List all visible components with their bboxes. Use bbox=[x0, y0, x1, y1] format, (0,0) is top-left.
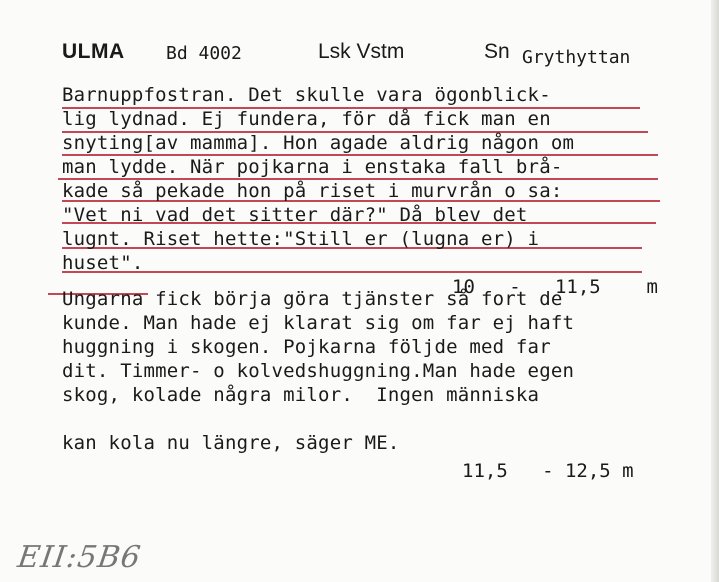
body-line-5: kade så pekade hon på riset i murvrån o sa: bbox=[62, 180, 563, 202]
header-parish: Grythyttan bbox=[522, 47, 631, 68]
body-line-11: huggning i skogen. Pojkarna följde med far bbox=[62, 336, 551, 358]
body-line-7: lugnt. Riset hette:"Still er (lugna er) i bbox=[62, 228, 540, 250]
header-county: Lsk Vstm bbox=[318, 40, 405, 63]
body-line-13: skog, kolade några milor. Ingen människa bbox=[62, 384, 540, 406]
body-line-3: snyting[av mamma]. Hon agade aldrig någon om bbox=[62, 132, 575, 154]
body-line-6: "Vet ni vad det sitter där?" Då blev det bbox=[62, 204, 528, 226]
body-line-10: kunde. Man hade ej klarat sig om far ej haft bbox=[62, 312, 575, 334]
header-parish-prefix: Sn bbox=[484, 40, 510, 63]
body-line-12: dit. Timmer- o kolvedshuggning.Man hade egen bbox=[62, 360, 575, 382]
body-line-9: Ungarna fick börja göra tjänster så fort de bbox=[62, 288, 563, 310]
body-line-14: kan kola nu längre, säger ME. bbox=[62, 432, 400, 454]
card-edge-shadow bbox=[711, 0, 719, 582]
body-line-2: lig lydnad. Ej fundera, för då fick man en bbox=[62, 108, 551, 130]
body-line-4: man lydde. När pojkarna i enstaka fall brå- bbox=[62, 156, 563, 178]
header-place: ULMA bbox=[62, 40, 125, 63]
body-line-8: huset". bbox=[62, 252, 144, 274]
measure-first: 10 - 11,5 m bbox=[452, 276, 658, 298]
header-volume: Bd 4002 bbox=[166, 43, 242, 64]
underline-8 bbox=[62, 271, 642, 273]
header-county-prefix bbox=[318, 40, 404, 64]
measure-second: 11,5 - 12,5 m bbox=[462, 460, 634, 482]
archive-mark: EII:5B6 bbox=[15, 540, 144, 575]
body-line-1: Barnuppfostran. Det skulle vara ögonblick- bbox=[62, 84, 551, 106]
